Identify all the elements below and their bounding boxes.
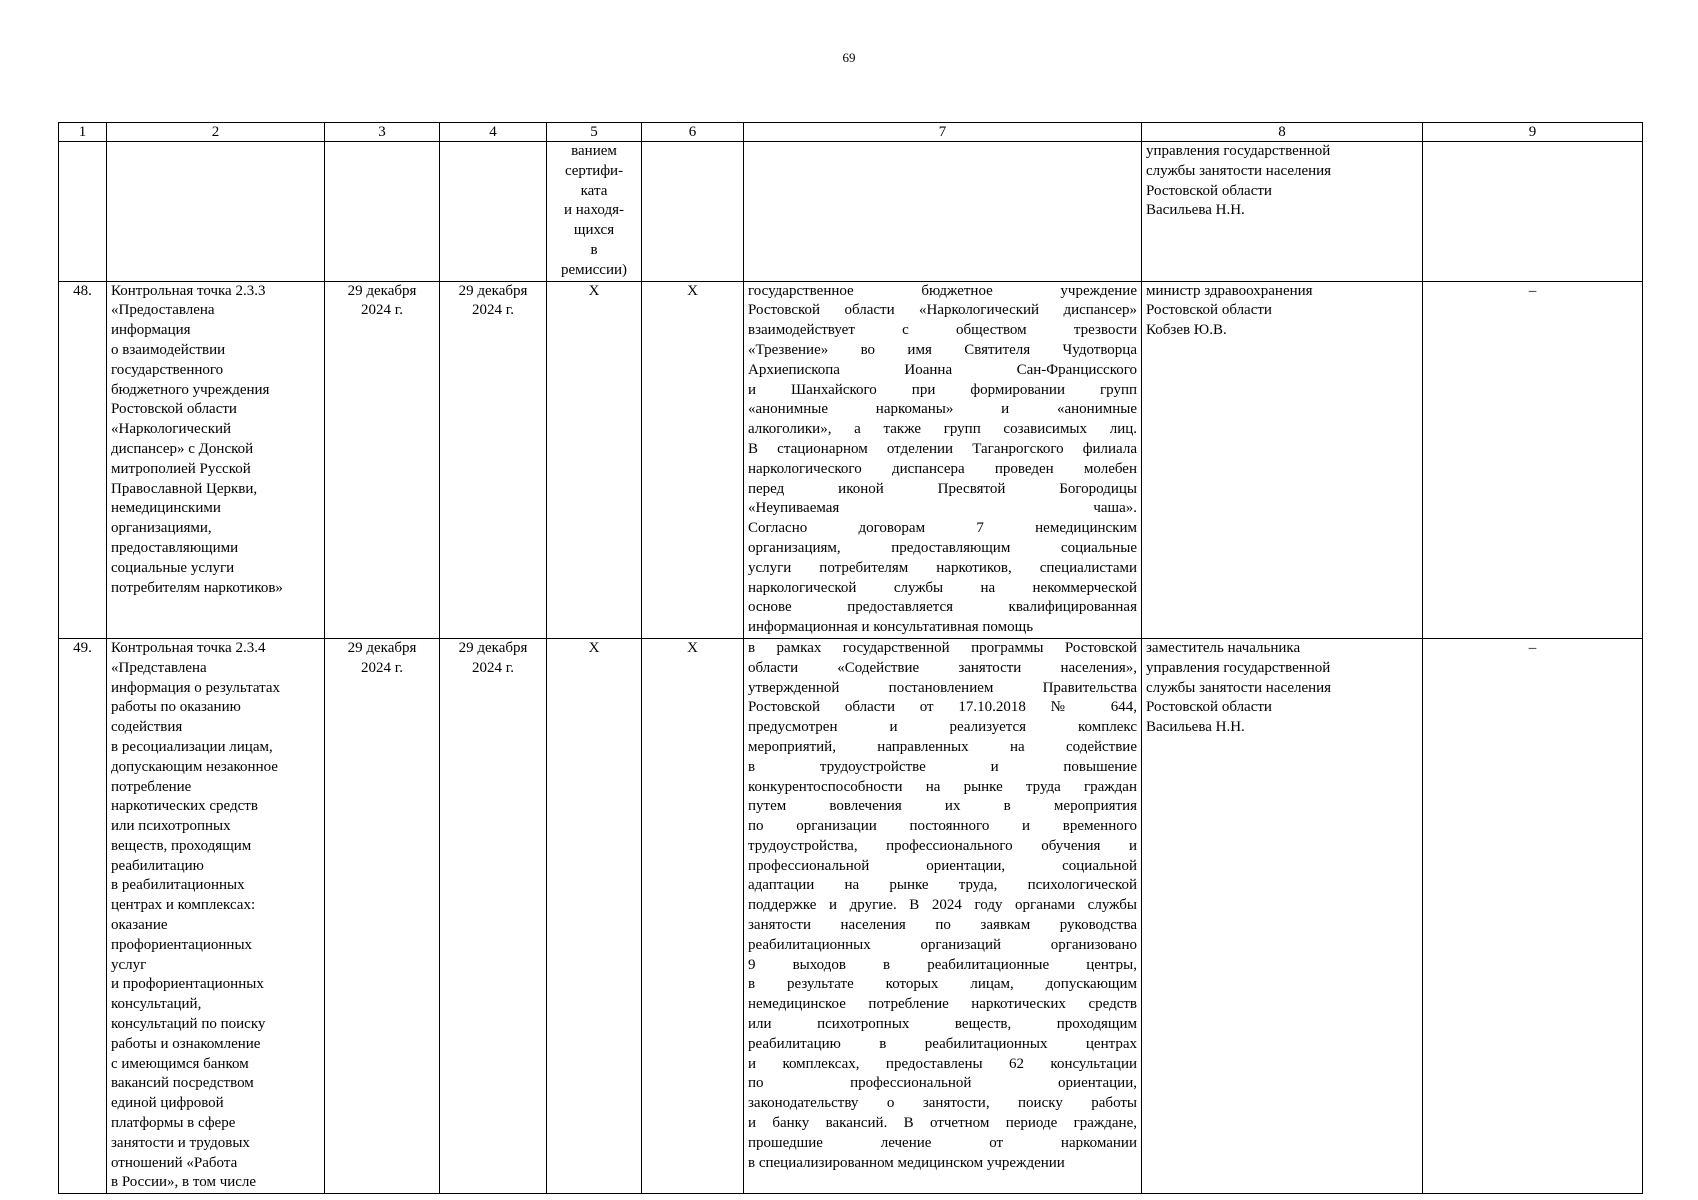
- cont-col8-responsible: управления государственной службы занятости населения Ростовской области Васильева Н.Н.: [1142, 142, 1423, 282]
- execution-info-line: адаптации на рынке труда, психологической: [748, 877, 1137, 894]
- execution-info: [744, 638, 1142, 1193]
- col6-mark: X: [642, 281, 744, 638]
- notes: –: [1423, 281, 1643, 638]
- execution-info-line: государственное бюджетное учреждение: [748, 282, 1137, 299]
- planned-date: 29 декабря 2024 г.: [325, 638, 440, 1193]
- execution-info-line: или психотропных веществ, проходящим: [748, 1016, 1137, 1033]
- execution-info-line: «анонимные наркоманы» и «анонимные: [748, 401, 1137, 418]
- cont-col5-text: ванием сертифи- ката и находя- щихся в ремиссии): [547, 142, 642, 282]
- column-number-header-row: [59, 123, 1643, 142]
- execution-info-line: Ростовской области от 17.10.2018 № 644,: [748, 699, 1137, 716]
- execution-info-line: «Неупиваемая чаша».: [748, 500, 1137, 517]
- column-header-6: 6: [642, 123, 744, 142]
- column-header-8: 8: [1142, 123, 1423, 142]
- column-header-7: 7: [744, 123, 1142, 142]
- execution-info-line: в рамках государственной программы Ростовской: [748, 639, 1137, 656]
- table-row: [59, 638, 1643, 1193]
- execution-info-line: в трудоустройстве и повышение: [748, 758, 1137, 775]
- execution-info-line: Архиепископа Иоанна Сан-Францисского: [748, 361, 1137, 378]
- execution-info-line: наркологического диспансера проведен молебен: [748, 460, 1137, 477]
- col5-mark: X: [547, 638, 642, 1193]
- continuation-row: [59, 142, 1643, 282]
- execution-info-line: наркологической службы на некоммерческой: [748, 579, 1137, 596]
- execution-info-line: основе предоставляется квалифицированная: [748, 599, 1137, 616]
- column-header-2: 2: [107, 123, 325, 142]
- execution-info-line: предусмотрен и реализуется комплекс: [748, 719, 1137, 736]
- execution-info-line: и Шанхайского при формировании групп: [748, 381, 1137, 398]
- execution-info-line: занятости населения по заявкам руководства: [748, 917, 1137, 934]
- page-number: 69: [842, 50, 856, 65]
- col6-mark: X: [642, 638, 744, 1193]
- execution-info-line: по организации постоянного и временного: [748, 818, 1137, 835]
- cont-col7: [744, 142, 1142, 282]
- execution-info-line: реабилитационных организаций организовано: [748, 936, 1137, 953]
- row-number: 48.: [59, 281, 107, 638]
- execution-info-line: перед иконой Пресвятой Богородицы: [748, 480, 1137, 497]
- planned-date: 29 декабря 2024 г.: [325, 281, 440, 638]
- column-header-3: 3: [325, 123, 440, 142]
- cont-col6: [642, 142, 744, 282]
- column-header-5: 5: [547, 123, 642, 142]
- execution-info-line: 9 выходов в реабилитационные центры,: [748, 956, 1137, 973]
- execution-info-line: услуги потребителям наркотиков, специалистами: [748, 559, 1137, 576]
- column-header-4: 4: [440, 123, 547, 142]
- execution-info-line: законодательству о занятости, поиску работы: [748, 1095, 1137, 1112]
- control-point-description: Контрольная точка 2.3.4 «Представлена информация о результатах работы по оказанию содействия в ресоциализации лицам, допускающим незаконное потребление наркотических средств или психотропных веществ, проходящим реабилитацию в реабилитационных центрах и комплексах: оказание профориентационных услуг и профориентационных консультаций, консультаций по поиску работы и ознакомление с имеющимся банком вакансий посредством единой цифровой платформы в сфере занятости и трудовых отношений «Работа в России», в том числе: [107, 638, 325, 1193]
- cont-col2: [107, 142, 325, 282]
- execution-info-line: конкурентоспособности на рынке труда граждан: [748, 778, 1137, 795]
- cont-col3: [325, 142, 440, 282]
- row-number: 49.: [59, 638, 107, 1193]
- execution-info-line: поддержке и другие. В 2024 году органами службы: [748, 897, 1137, 914]
- execution-info-line: утвержденной постановлением Правительства: [748, 679, 1137, 696]
- execution-info-line: алкоголики», а также групп созависимых лиц.: [748, 421, 1137, 438]
- execution-info-line: по профессиональной ориентации,: [748, 1075, 1137, 1092]
- actual-date: 29 декабря 2024 г.: [440, 281, 547, 638]
- actual-date: 29 декабря 2024 г.: [440, 638, 547, 1193]
- execution-info-line: Согласно договорам 7 немедицинским: [748, 520, 1137, 537]
- execution-info: [744, 281, 1142, 638]
- execution-info-line: немедицинское потребление наркотических средств: [748, 996, 1137, 1013]
- cont-col9: [1423, 142, 1643, 282]
- execution-info-line: прошедшие лечение от наркомании: [748, 1134, 1137, 1151]
- cont-col4: [440, 142, 547, 282]
- column-header-9: 9: [1423, 123, 1643, 142]
- table-row: [59, 281, 1643, 638]
- responsible-person: заместитель начальника управления государственной службы занятости населения Ростовской области Васильева Н.Н.: [1142, 638, 1423, 1193]
- execution-info-line: реабилитацию в реабилитационных центрах: [748, 1035, 1137, 1052]
- execution-info-line: профессиональной ориентации, социальной: [748, 857, 1137, 874]
- execution-info-line: путем вовлечения их в мероприятия: [748, 798, 1137, 815]
- execution-info-line: области «Содействие занятости населения»,: [748, 659, 1137, 676]
- control-points-table: [58, 122, 1643, 1194]
- execution-info-line: в специализированном медицинском учреждении: [748, 1154, 1065, 1171]
- execution-info-line: мероприятий, направленных на содействие: [748, 738, 1137, 755]
- execution-info-line: и комплексах, предоставлены 62 консультации: [748, 1055, 1137, 1072]
- control-point-description: Контрольная точка 2.3.3 «Предоставлена информация о взаимодействии государственного бюджетного учреждения Ростовской области «Наркологический диспансер» с Донской митрополией Русской Православной Церкви, немедицинскими организациями, предоставляющими социальные услуги потребителям наркотиков»: [107, 281, 325, 638]
- responsible-person: министр здравоохранения Ростовской области Кобзев Ю.В.: [1142, 281, 1423, 638]
- execution-info-line: «Трезвение» во имя Святителя Чудотворца: [748, 341, 1137, 358]
- execution-info-line: и банку вакансий. В отчетном периоде граждане,: [748, 1115, 1137, 1132]
- cont-col1: [59, 142, 107, 282]
- execution-info-line: организациям, предоставляющим социальные: [748, 539, 1137, 556]
- execution-info-line: трудоустройства, профессионального обучения и: [748, 837, 1137, 854]
- execution-info-line: В стационарном отделении Таганрогского филиала: [748, 440, 1137, 457]
- execution-info-line: в результате которых лицам, допускающим: [748, 976, 1137, 993]
- execution-info-line: Ростовской области «Наркологический диспансер»: [748, 302, 1137, 319]
- execution-info-line: информационная и консультативная помощь: [748, 619, 1034, 636]
- execution-info-line: взаимодействует с обществом трезвости: [748, 322, 1137, 339]
- notes: –: [1423, 638, 1643, 1193]
- execution-info-lines: [748, 282, 1137, 638]
- column-header-1: 1: [59, 123, 107, 142]
- execution-info-lines: [748, 639, 1137, 1174]
- col5-mark: X: [547, 281, 642, 638]
